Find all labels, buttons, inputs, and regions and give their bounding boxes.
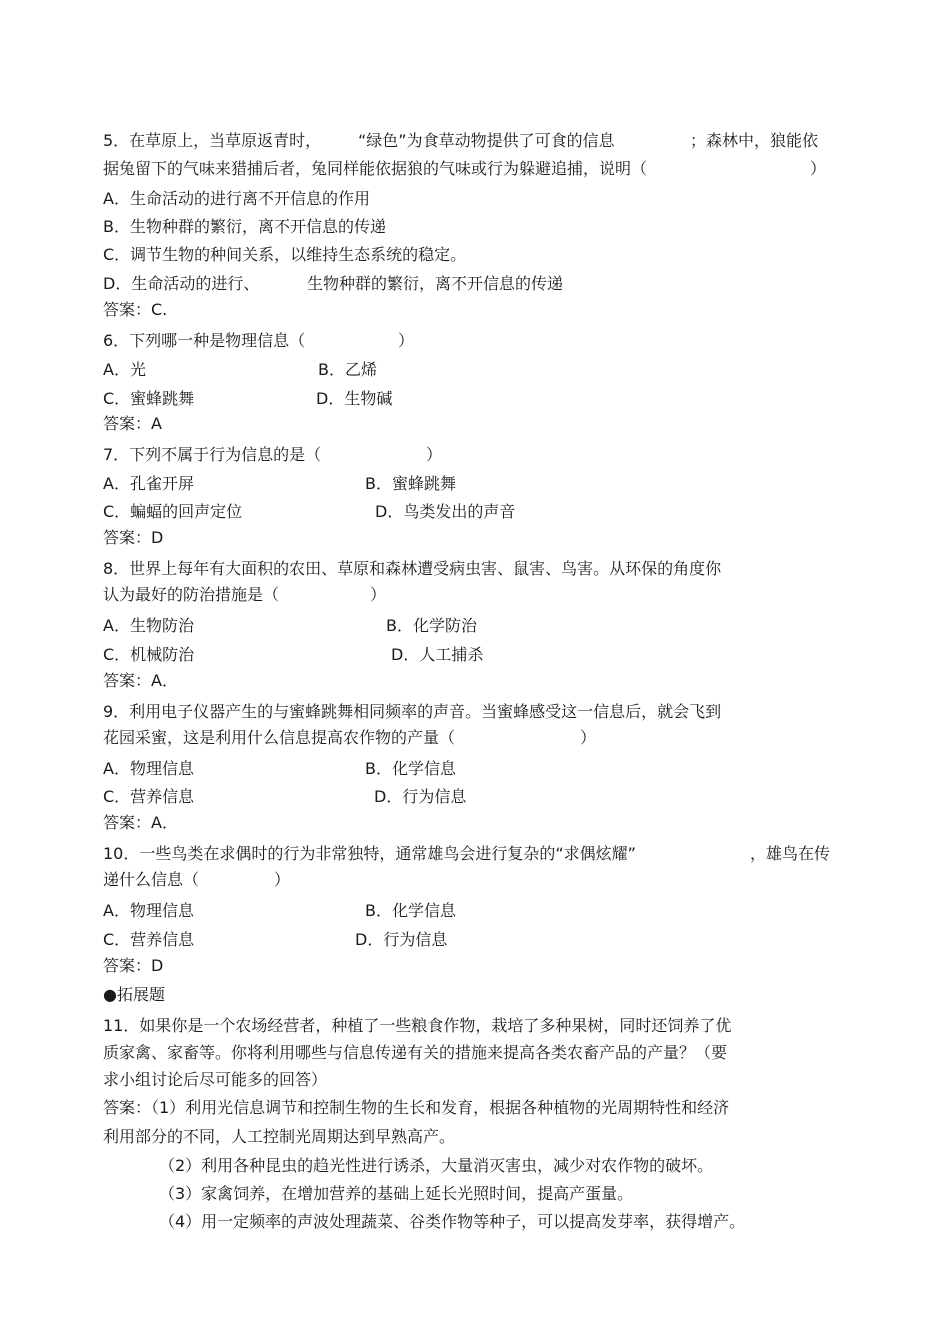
q5-option-d-part1: D．生命活动的进行、: [103, 274, 260, 293]
q5-stem-part1: 5．在草原上，当草原返青时，: [103, 131, 322, 150]
q5-option-c: C．调节生物的种间关系，以维持生态系统的稳定。: [103, 245, 467, 264]
q6-option-d: D．生物碱: [316, 389, 393, 408]
q8-stem-line1: 8．世界上每年有大面积的农田、草原和森林遭受病虫害、鼠害、鸟害。从环保的角度你: [103, 559, 722, 578]
q6-stem: 6．下列哪一种是物理信息（: [103, 331, 306, 350]
q9-option-b: B．化学信息: [365, 759, 456, 778]
q10-stem-part1: 10．一些鸟类在求偶时的行为非常独特，通常雄鸟会进行复杂的“求偶炫耀”: [103, 844, 636, 863]
q8-option-b: B．化学防治: [386, 616, 477, 635]
q5-stem-close: ）: [810, 159, 827, 178]
q11-stem-line2: 质家禽、家畜等。你将利用哪些与信息传递有关的措施来提高各类农畜产品的产量？（要: [103, 1043, 728, 1062]
q5-stem-part2: “绿色”为食草动物提供了可食的信息: [358, 131, 615, 150]
q10-answer: 答案：D: [103, 956, 164, 975]
q8-stem-line2: 认为最好的防治措施是（: [103, 585, 280, 604]
q8-option-a: A．生物防治: [103, 616, 194, 635]
q11-stem-line3: 求小组讨论后尽可能多的回答）: [103, 1070, 328, 1089]
q9-answer: 答案：A．: [103, 813, 178, 832]
q6-option-c: C．蜜蜂跳舞: [103, 389, 195, 408]
q9-stem-line2: 花园采蜜，这是利用什么信息提高农作物的产量（: [103, 728, 456, 747]
q10-stem-close: ）: [274, 870, 291, 889]
q9-stem-close: ）: [580, 728, 597, 747]
q8-stem-close: ）: [370, 585, 387, 604]
q10-stem-part2: ，雄鸟在传: [750, 844, 831, 863]
q7-answer: 答案：D: [103, 528, 164, 547]
q10-option-d: D．行为信息: [355, 930, 448, 949]
q11-answer-1-cont: 利用部分的不同，人工控制光周期达到早熟高产。: [103, 1127, 456, 1146]
q7-option-c: C．蝙蝠的回声定位: [103, 502, 243, 521]
q9-stem-line1: 9．利用电子仪器产生的与蜜蜂跳舞相同频率的声音。当蜜蜂感受这一信息后，就会飞到: [103, 702, 722, 721]
q6-stem-close: ）: [398, 331, 415, 350]
q10-option-a: A．物理信息: [103, 901, 194, 920]
q5-option-b: B．生物种群的繁衍，离不开信息的传递: [103, 217, 386, 236]
q10-option-b: B．化学信息: [365, 901, 456, 920]
q7-stem: 7．下列不属于行为信息的是（: [103, 445, 322, 464]
q10-stem-line2: 递什么信息（: [103, 870, 200, 889]
q5-option-d-part2: 生物种群的繁衍，离不开信息的传递: [307, 274, 564, 293]
section-title: ●拓展题: [103, 985, 165, 1004]
q5-stem-line2: 据兔留下的气味来猎捕后者，兔同样能依据狼的气味或行为躲避追捕，说明（: [103, 159, 648, 178]
q5-stem-part3: ；森林中，狼能依: [690, 131, 819, 150]
q6-option-a: A．光: [103, 360, 146, 379]
q9-option-c: C．营养信息: [103, 787, 195, 806]
q8-option-c: C．机械防治: [103, 645, 195, 664]
q8-answer: 答案：A．: [103, 671, 178, 690]
q11-answer-4: （4）用一定频率的声波处理蔬菜、谷类作物等种子，可以提高发芽率，获得增产。: [159, 1212, 746, 1231]
q6-answer: 答案：A: [103, 414, 162, 433]
q11-answer-3: （3）家禽饲养，在增加营养的基础上延长光照时间，提高产蛋量。: [159, 1184, 634, 1203]
q11-stem-line1: 11．如果你是一个农场经营者，种植了一些粮食作物，栽培了多种果树，同时还饲养了优: [103, 1016, 732, 1035]
q6-option-b: B．乙烯: [318, 360, 377, 379]
q7-stem-close: ）: [426, 445, 443, 464]
q11-answer-1: 答案：（1）利用光信息调节和控制生物的生长和发育，根据各种植物的光周期特性和经济: [103, 1098, 730, 1117]
q8-option-d: D．人工捕杀: [391, 645, 484, 664]
q11-answer-2: （2）利用各种昆虫的趋光性进行诱杀，大量消灭害虫，减少对农作物的破坏。: [159, 1156, 714, 1175]
q5-answer: 答案：C.: [103, 300, 168, 319]
q7-option-d: D．鸟类发出的声音: [375, 502, 516, 521]
q7-option-b: B．蜜蜂跳舞: [365, 474, 456, 493]
q9-option-d: D．行为信息: [374, 787, 467, 806]
q5-option-a: A．生命活动的进行离不开信息的作用: [103, 189, 370, 208]
q7-option-a: A．孔雀开屏: [103, 474, 194, 493]
q9-option-a: A．物理信息: [103, 759, 194, 778]
q10-option-c: C．营养信息: [103, 930, 195, 949]
